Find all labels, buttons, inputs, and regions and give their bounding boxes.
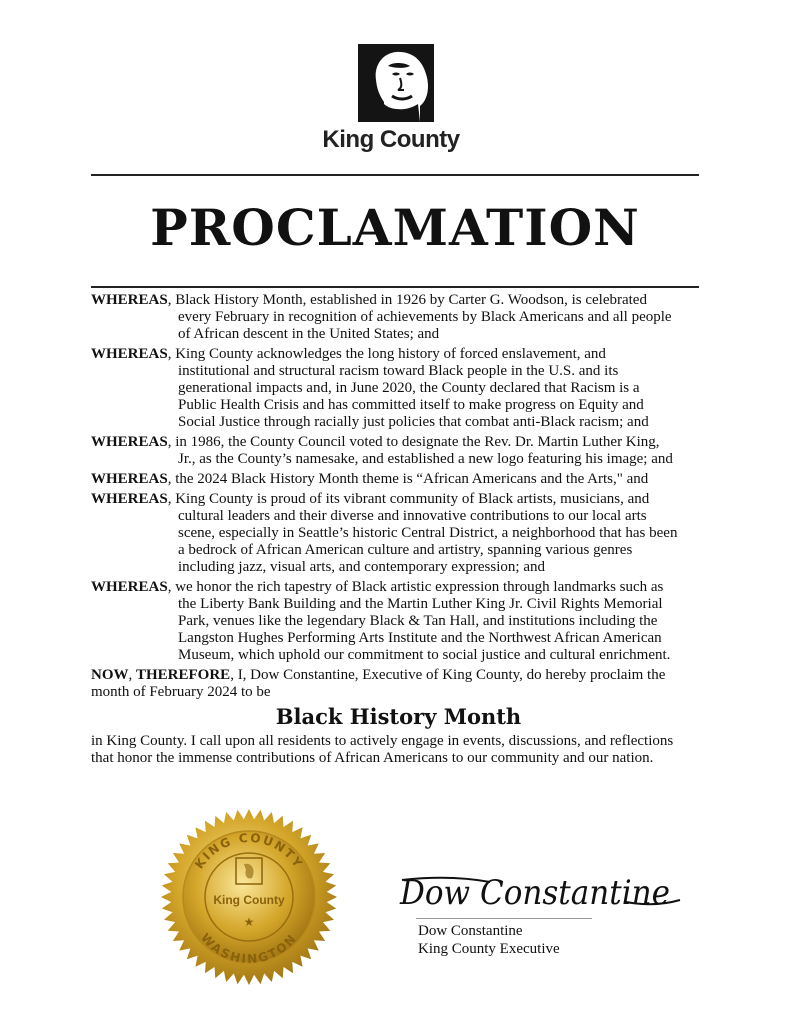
- page-title: PROCLAMATION: [150, 198, 640, 257]
- top-rule: [91, 174, 699, 176]
- signatory-block: [418, 922, 560, 958]
- proclamation-body: [91, 292, 706, 767]
- seal-center-text: King County: [213, 893, 285, 907]
- king-county-logo: [306, 44, 476, 160]
- clause-line: of African descent in the United States; and: [178, 326, 440, 342]
- clause-line: a bedrock of African American culture and artistry, spanning various genres: [178, 542, 633, 558]
- whereas-clause: [91, 491, 706, 576]
- org-name: King County: [322, 126, 460, 153]
- clause-line: Public Health Crisis and has committed itself to make progress on Equity and: [178, 397, 644, 413]
- whereas-clause: [91, 434, 706, 468]
- signature-script: Dow Constantine: [399, 873, 670, 913]
- clause-line: , we honor the rich tapestry of Black artistic expression through landmarks such as: [167, 579, 664, 595]
- whereas-clause: [91, 471, 706, 488]
- clause-line: Social Justice through racially just policies that combat anti-Black racism; and: [178, 414, 649, 430]
- clause-line: , King County is proud of its vibrant community of Black artists, musicians, and: [167, 491, 650, 507]
- whereas-keyword: WHEREAS: [91, 471, 168, 487]
- whereas-keyword: WHEREAS: [91, 579, 168, 595]
- clause-line: scene, especially in Seattle’s historic Central District, a neighborhood that has been: [178, 525, 678, 541]
- clause-line: , King County acknowledges the long history of forced enslavement, and: [167, 346, 606, 362]
- whereas-clause: [91, 346, 706, 431]
- closing-paragraph: [91, 733, 706, 767]
- clause-line: generational impacts and, in June 2020, the County declared that Racism is a: [178, 380, 640, 396]
- clause-line: institutional and structural racism toward Black people in the U.S. and its: [178, 363, 619, 379]
- closing-line-1: in King County. I call upon all residents to actively engage in events, discussions, and reflections: [91, 733, 674, 749]
- seal-star-icon: ★: [243, 915, 255, 929]
- mlk-portrait-icon: [358, 44, 434, 122]
- clause-line: Jr., as the County’s namesake, and established a new logo featuring his image; and: [178, 451, 673, 467]
- whereas-clause: [91, 579, 706, 664]
- clause-line: , Black History Month, established in 1926 by Carter G. Woodson, is celebrated: [167, 292, 647, 308]
- now-keyword: NOW: [91, 667, 129, 683]
- now-line-2: month of February 2024 to be: [91, 684, 271, 700]
- proclaimed-title: Black History Month: [275, 704, 522, 729]
- whereas-keyword: WHEREAS: [91, 346, 168, 362]
- clause-line: including jazz, visual arts, and contemporary expression; and: [178, 559, 545, 575]
- now-comma: ,: [128, 667, 136, 683]
- bottom-rule: [91, 286, 699, 288]
- gold-seal-icon: [160, 808, 338, 986]
- clause-line: cultural leaders and their diverse and innovative contributions to our local arts: [178, 508, 647, 524]
- clause-line: the Liberty Bank Building and the Martin Luther King Jr. Civil Rights Memorial: [178, 596, 663, 612]
- now-therefore-clause: [91, 667, 706, 701]
- signature-line: [416, 918, 592, 919]
- closing-line-2: that honor the immense contributions of African Americans to our community and our nation.: [91, 750, 654, 766]
- seal-bottom-text: WASHINGTON: [198, 930, 300, 967]
- therefore-keyword: THEREFORE: [136, 667, 231, 683]
- seal-top-text: KING COUNTY: [192, 830, 306, 872]
- clause-line: , the 2024 Black History Month theme is “African Americans and the Arts," and: [167, 471, 649, 487]
- clause-line: Langston Hughes Performing Arts Institute and the Northwest African American: [178, 630, 662, 646]
- clause-line: every February in recognition of achievements by Black Americans and all people: [178, 309, 672, 325]
- whereas-keyword: WHEREAS: [91, 491, 168, 507]
- clause-line: , in 1986, the County Council voted to designate the Rev. Dr. Martin Luther King,: [167, 434, 660, 450]
- now-line-1: , I, Dow Constantine, Executive of King County, do hereby proclaim the: [230, 667, 666, 683]
- signatory-role: King County Executive: [418, 941, 560, 957]
- clause-line: Museum, which uphold our commitment to social justice and cultural enrichment.: [178, 647, 671, 663]
- clause-line: Park, venues like the legendary Black & Tan Hall, and institutions including the: [178, 613, 658, 629]
- signature-icon: [398, 862, 683, 922]
- signatory-name: Dow Constantine: [418, 923, 523, 939]
- whereas-keyword: WHEREAS: [91, 434, 168, 450]
- whereas-keyword: WHEREAS: [91, 292, 168, 308]
- whereas-clause: [91, 292, 706, 343]
